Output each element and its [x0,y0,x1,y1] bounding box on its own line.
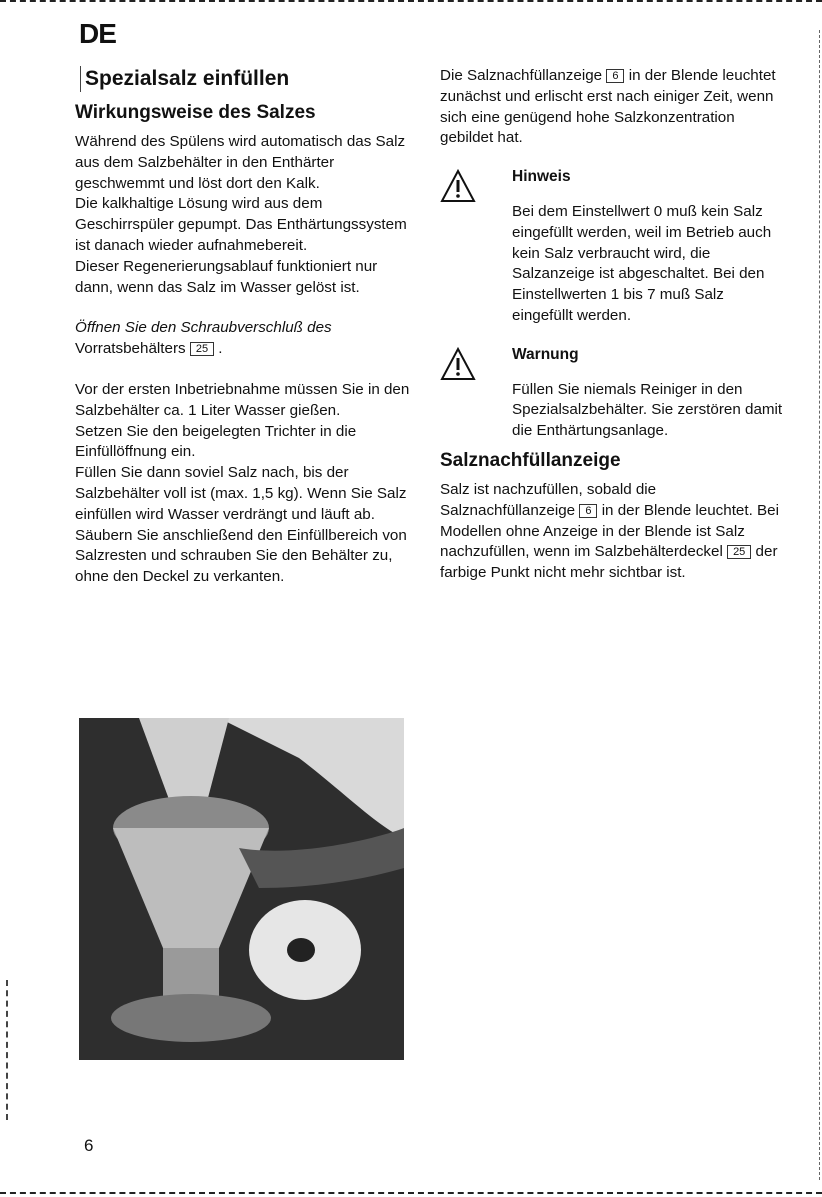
refill-heading: Salznachfüllanzeige [440,449,621,471]
warnung-text: Füllen Sie niemals Reiniger in den Spezialsalzbehälter. Sie zerstören damit die Enthärtungsanlage. [512,380,783,440]
ref-6-label: 6 [579,504,597,518]
right-column [440,66,785,584]
warnung-title: Warnung [512,345,579,363]
open-instruction-text: Öffnen Sie den Schraubverschluß des [75,319,332,337]
indicator-paragraph [440,66,785,149]
paragraph: Die kalkhaltige Lösung wird aus dem Geschirrspüler gepumpt. Das Enthärtungssystem ist danach wieder aufnahmebereit. [75,195,407,254]
ref-6-label: 6 [606,69,624,83]
open-instruction: Öffnen Sie den Schraubverschluß des Vorratsbehälters 25 . [75,319,332,358]
ref-25-label: 25 [190,342,214,356]
warnung-note [440,345,785,442]
page-title: Spezialsalz einfüllen [80,66,289,92]
page-number: 6 [84,1136,94,1155]
paragraph: Vor der ersten Inbetriebnahme müssen Sie in den Salzbehälter ca. 1 Liter Wasser gießen. [75,380,410,419]
left-column [75,66,415,588]
refill-text: Salz ist nachzufüllen, sobald die Salznachfüllanzeige [440,480,657,519]
page-edge [819,30,820,1180]
margin-marks [6,980,8,1120]
funnel-illustration [79,718,404,1060]
paragraph: Während des Spülens wird automatisch das Salz aus dem Salzbehälter in den Enthärter geschwemmt und löst dort den Kalk. [75,133,406,192]
ref-25-label: 25 [727,545,751,559]
warning-triangle-icon [440,169,476,203]
bottom-rule [0,1192,822,1194]
refill-paragraph [440,480,785,584]
indicator-text: Die Salznachfüllanzeige [440,67,603,84]
indicator-text-2: in der Blende leuchtet zunächst und erlischt erst nach einiger Zeit, wenn sich eine genügend hohe Salzkonzentration gebildet hat. [440,67,776,147]
top-rule [0,0,822,2]
paragraph: Setzen Sie den beigelegten Trichter in die Einfüllöffnung ein. [75,422,357,461]
funnel-photo [79,718,404,1060]
hinweis-note [440,167,785,327]
warning-triangle-icon [440,347,476,381]
open-instruction-text-2: Vorratsbehälters [75,340,186,358]
refill-text-2: in der Blende leuchtet. Bei Modellen ohne Anzeige in der Blende ist Salz nachzufüllen, wenn im Salzbehälterdeckel [440,501,779,561]
language-code: DE [79,18,116,49]
hinweis-text: Bei dem Einstellwert 0 muß kein Salz eingefüllt werden, weil im Betrieb auch kein Salz verbraucht wird, die Salzanzeige ist abgeschaltet. Bei den Einstellwerten 1 bis 7 muß Salz eingefüllt werden. [512,202,772,324]
paragraph: Füllen Sie dann soviel Salz nach, bis der Salzbehälter voll ist (max. 1,5 kg). Wenn Sie Salz einfüllen wird Wasser verdrängt und läuft ab. Säubern Sie anschließend den Einfüllbereich von Salzresten und schrauben Sie den Behälter zu, ohne den Deckel zu verkanten. [75,464,407,586]
paragraph: Dieser Regenerierungsablauf funktioniert nur dann, wenn das Salz im Wasser gelöst ist. [75,257,378,296]
hinweis-title: Hinweis [512,168,571,186]
refill-text-3: der farbige Punkt nicht mehr sichtbar ist. [440,543,778,582]
section-heading: Wirkungsweise des Salzes [75,102,316,123]
